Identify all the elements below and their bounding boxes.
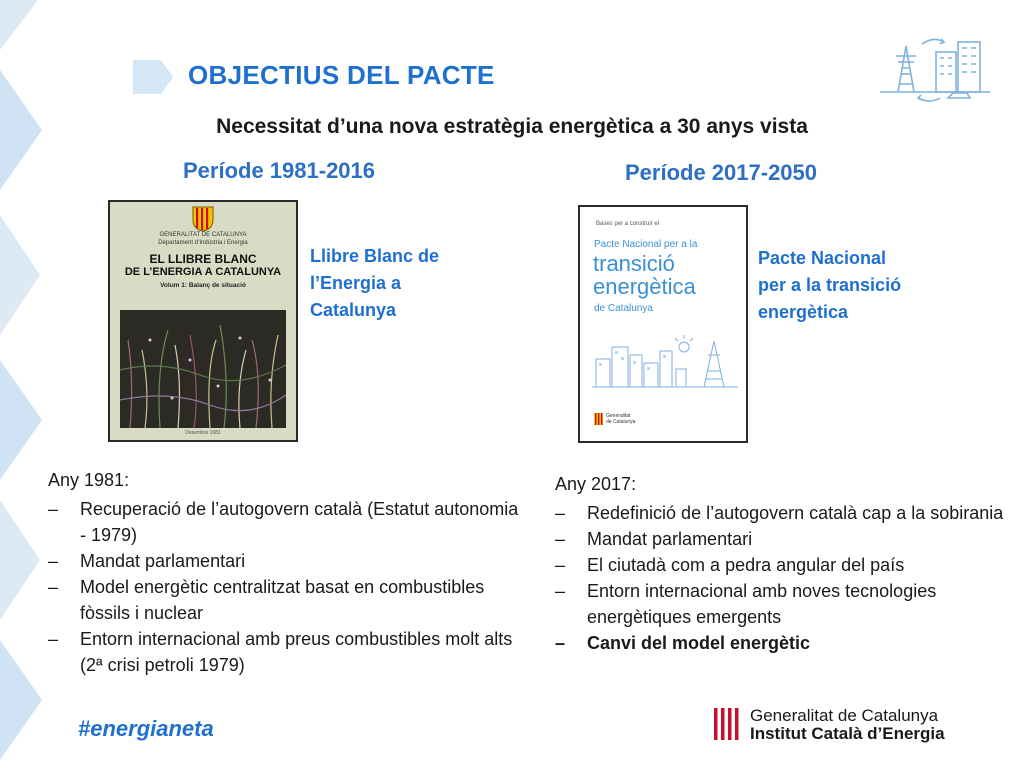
- page-title: OBJECTIUS DEL PACTE: [188, 60, 495, 90]
- slide-subtitle: Necessitat d’una nova estratègia energètica a 30 anys vista: [216, 115, 808, 138]
- logo-line1: Generalitat de Catalunya: [750, 706, 939, 725]
- year-right-heading: Any 2017:: [555, 474, 637, 494]
- doc-title-right-line1: Pacte Nacional: [758, 248, 887, 268]
- cover-org: GENERALITAT DE CATALUNYA: [159, 232, 247, 238]
- book-cover-llibre-blanc: [108, 200, 298, 442]
- cover-big1: transició: [593, 251, 675, 276]
- doc-title-left: [310, 243, 439, 324]
- cover-title-line1: EL LLIBRE BLANC: [149, 252, 257, 266]
- logo-line2: Institut Català d’Energia: [750, 724, 945, 743]
- cover-pre: Bases per a construir el: [596, 221, 660, 227]
- cover-volume: Volum 1: Balanç de situació: [160, 282, 246, 289]
- cover-org1: Generalitat: [606, 413, 631, 419]
- list-item: – El ciutadà com a pedra angular del país: [555, 552, 1017, 578]
- generalitat-logo-icon: [712, 706, 742, 742]
- doc-title-right-line2: per a la transició: [758, 275, 902, 295]
- period-right: Període 2017-2050: [625, 160, 818, 185]
- year-left-heading: Any 1981:: [48, 470, 130, 490]
- doc-title-right: [758, 245, 901, 326]
- cover-dept: Departament d’Indústria i Energia: [158, 240, 248, 246]
- title-marker-shape: [133, 60, 173, 94]
- list-item: – Entorn internacional amb preus combustibles molt alts (2ª crisi petroli 1979): [48, 626, 528, 678]
- doc-title-left-line1: Llibre Blanc de: [310, 246, 440, 266]
- cover-skyline-illustration: [592, 333, 738, 389]
- list-item: – Entorn internacional amb noves tecnologies energètiques emergents: [555, 578, 1017, 630]
- year-right-label: Any 2017: [555, 474, 632, 494]
- list-item: – Canvi del model energètic: [555, 630, 1017, 656]
- cover-artwork: [120, 310, 286, 428]
- generalitat-mini-logo-icon: [594, 413, 603, 425]
- cover-title-line2: DE L’ENERGIA A CATALUNYA: [124, 266, 282, 278]
- cover-footer: Desembre 1981: [185, 430, 221, 436]
- list-left: [48, 496, 528, 678]
- cover-big2: energètica: [593, 274, 696, 299]
- list-item: – Mandat parlamentari: [48, 548, 528, 574]
- doc-title-right-line3: energètica: [758, 302, 849, 322]
- book-cover-pacte-nacional: [578, 205, 748, 443]
- list-item: – Redefinició de l’autogovern català cap a la sobirania: [555, 500, 1017, 526]
- cover-line3: de Catalunya: [594, 303, 653, 314]
- energy-city-icon: [878, 32, 992, 106]
- cover-org-text: [606, 413, 635, 425]
- list-right: [555, 500, 1017, 656]
- doc-title-left-line2: l’Energia a: [310, 273, 402, 293]
- senyera-shield-icon: [192, 206, 214, 232]
- list-item: – Model energètic centralitzat basat en combustibles fòssils i nuclear: [48, 574, 528, 626]
- period-left: Període 1981-2016: [183, 158, 376, 183]
- cover-org2: de Catalunya: [606, 419, 636, 425]
- doc-title-left-line3: Catalunya: [310, 300, 397, 320]
- list-item: – Mandat parlamentari: [555, 526, 1017, 552]
- year-left-label: Any 1981: [48, 470, 125, 490]
- cover-line1: Pacte Nacional per a la: [594, 239, 698, 250]
- hashtag: #energianeta: [78, 716, 214, 741]
- list-item: – Recuperació de l’autogovern català (Estatut autonomia - 1979): [48, 496, 528, 548]
